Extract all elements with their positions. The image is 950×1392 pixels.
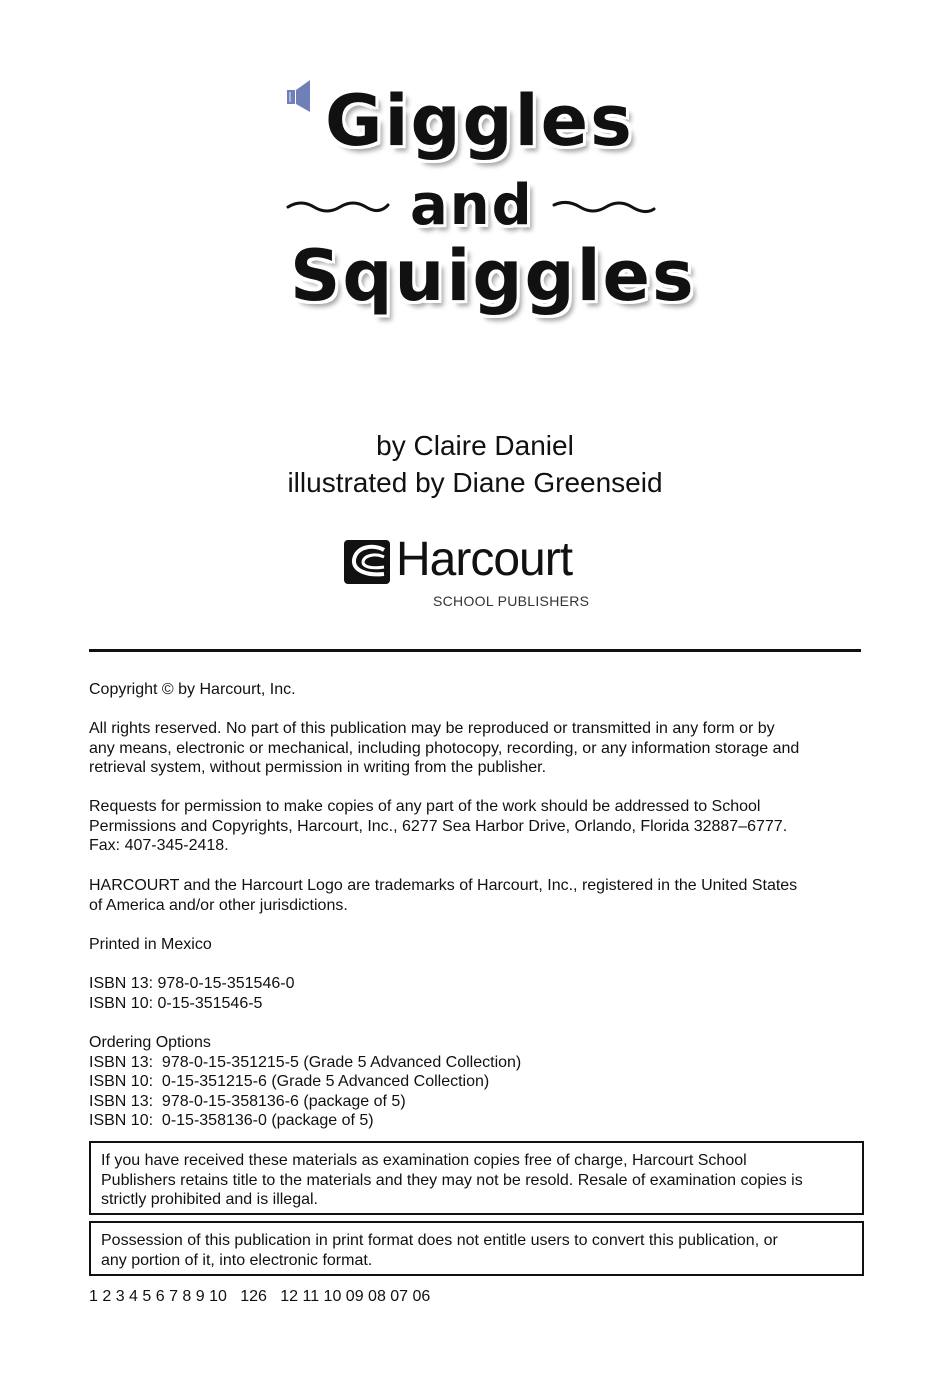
trademark-paragraph xyxy=(89,876,861,915)
illustrator-line: illustrated by Diane Greenseid xyxy=(287,467,663,498)
logo-name: Harcourt xyxy=(396,533,573,586)
ordering-line: ISBN 13: 978-0-15-351215-5 (Grade 5 Advanced Collection) xyxy=(89,1053,522,1071)
ordering-line: ISBN 13: 978-0-15-358136-6 (package of 5) xyxy=(89,1092,406,1110)
exam-notice-line: If you have received these materials as examination copies free of charge, Harcourt School xyxy=(101,1152,747,1169)
copyright-line: Copyright © by Harcourt, Inc. xyxy=(89,681,296,698)
rights-line: retrieval system, without permission in writing from the publisher. xyxy=(89,759,547,776)
book-title xyxy=(270,75,696,325)
trademark-line: of America and/or other jurisdictions. xyxy=(89,896,348,914)
electronic-format-notice xyxy=(89,1221,864,1276)
title-line-3: Squiggles xyxy=(290,235,696,317)
rights-line: any means, electronic or mechanical, including photocopy, recording, or any information storage and xyxy=(89,739,800,757)
squiggle-left-icon xyxy=(286,197,390,217)
requests-line: Permissions and Copyrights, Harcourt, Inc., 6277 Sea Harbor Drive, Orlando, Florida 32887–6777. xyxy=(89,817,788,835)
trademark-line: HARCOURT and the Harcourt Logo are trademarks of Harcourt, Inc., registered in the United States xyxy=(89,877,798,894)
harcourt-logo-mark xyxy=(344,540,390,584)
isbn-block xyxy=(89,974,861,1013)
electronic-notice-line: Possession of this publication in print format does not entitle users to convert this publication, or xyxy=(101,1232,778,1249)
exam-notice-line: strictly prohibited and is illegal. xyxy=(101,1191,318,1208)
title-line-2: and xyxy=(410,173,534,238)
rights-line: All rights reserved. No part of this publication may be reproduced or transmitted in any form or by xyxy=(89,720,775,737)
ordering-heading: Ordering Options xyxy=(89,1034,211,1051)
logo-subtitle: SCHOOL PUBLISHERS xyxy=(433,593,590,609)
ordering-line: ISBN 10: 0-15-351215-6 (Grade 5 Advanced Collection) xyxy=(89,1073,490,1090)
exam-notice-line: Publishers retains title to the materials and they may not be resold. Resale of examination copies is xyxy=(101,1171,803,1189)
divider xyxy=(89,649,861,652)
publisher-logo xyxy=(344,533,606,612)
electronic-notice-line: any portion of it, into electronic format. xyxy=(101,1251,373,1269)
ordering-line: ISBN 10: 0-15-358136-0 (package of 5) xyxy=(89,1112,374,1129)
print-line: 1 2 3 4 5 6 7 8 9 10 126 12 11 10 09 08 07 06 xyxy=(89,1288,431,1305)
requests-line: Requests for permission to make copies of any part of the work should be addressed to School xyxy=(89,798,761,815)
printed-in: Printed in Mexico xyxy=(89,936,212,953)
requests-line: Fax: 407-345-2418. xyxy=(89,837,229,854)
examination-notice xyxy=(89,1141,864,1215)
isbn-line: ISBN 10: 0-15-351546-5 xyxy=(89,994,263,1012)
squiggle-right-icon xyxy=(552,197,656,217)
title-line-1: Giggles xyxy=(325,80,634,162)
rights-paragraph xyxy=(89,719,861,778)
author-line: by Claire Daniel xyxy=(376,430,574,461)
requests-paragraph xyxy=(89,797,861,856)
ordering-options xyxy=(89,1033,861,1131)
isbn-line: ISBN 13: 978-0-15-351546-0 xyxy=(89,975,295,992)
